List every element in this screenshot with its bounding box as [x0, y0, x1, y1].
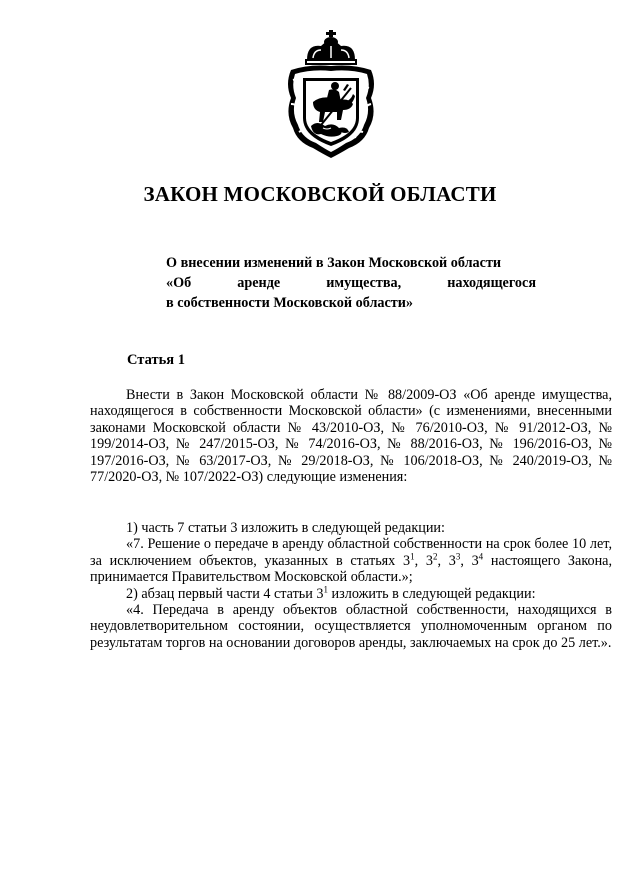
- item-1-quote: [90, 536, 612, 585]
- subject-line-3: в собственности Московской области»: [166, 295, 414, 311]
- item-2-intro-start: 2) абзац первый части 4 статьи 3: [126, 585, 324, 602]
- crown-icon: [305, 30, 357, 65]
- subject-line-2: «Об аренде имущества, находящегося: [166, 275, 536, 291]
- item-1-sup-1: 1: [410, 551, 415, 562]
- item-2-intro-end: изложить в следующей редакции:: [328, 585, 536, 602]
- law-subject: [166, 253, 536, 313]
- item-2-quote: «4. Передача в аренду объектов областной собственности, находящихся в неудовлетворительном состоянии, осуществляется уполномоченным органом по результатам торгов на основании договоров аренды, заключаемых на срок до 25 лет.».: [90, 602, 612, 651]
- item-1-sup-3: 3: [455, 551, 461, 562]
- article-heading: Статья 1: [127, 352, 185, 368]
- item-1-sep-2: , 3: [437, 552, 456, 569]
- item-2-intro-sup: 1: [323, 583, 328, 594]
- coat-of-arms-icon: [283, 30, 379, 160]
- item-1-sup-2: 2: [432, 551, 438, 562]
- article-body-intro: [90, 387, 612, 485]
- item-1-intro: 1) часть 7 статьи 3 изложить в следующей редакции:: [126, 520, 445, 536]
- item-1-sep-1: , 3: [414, 552, 433, 569]
- intro-paragraph: Внести в Закон Московской области № 88/2009-ОЗ «Об аренде имущества, находящегося в собственности Московской области» (с изменениями, внесенными законами Московской области № 43/2010-ОЗ, № 76/2010-ОЗ, № 91/2012-ОЗ, № 199/2014-ОЗ, № 247/2015-ОЗ, № 74/2016-ОЗ, № 88/2016-ОЗ, № 196/2016-ОЗ, № 197/2016-ОЗ, № 63/2017-ОЗ, № 29/2018-ОЗ, № 106/2018-ОЗ, № 240/2019-ОЗ, № 77/2020-ОЗ, № 107/2022-ОЗ) следующие изменения:: [90, 387, 612, 486]
- item-2-intro: [90, 583, 612, 602]
- item-1-quote-end: настоящего Закона, принимается Правительством Московской области.»;: [90, 552, 613, 586]
- item-1-sup-4: 4: [478, 551, 484, 562]
- article-body-items: [90, 520, 612, 651]
- subject-line-1: О внесении изменений в Закон Московской области: [166, 255, 502, 271]
- law-title: ЗАКОН МОСКОВСКОЙ ОБЛАСТИ: [143, 182, 497, 206]
- item-1-sep-3: , 3: [460, 552, 479, 569]
- item-1-quote-start: «7. Решение о передаче в аренду областной собственности на срок более 10 лет, за исключением объектов, указанных в статьях 3: [90, 536, 612, 569]
